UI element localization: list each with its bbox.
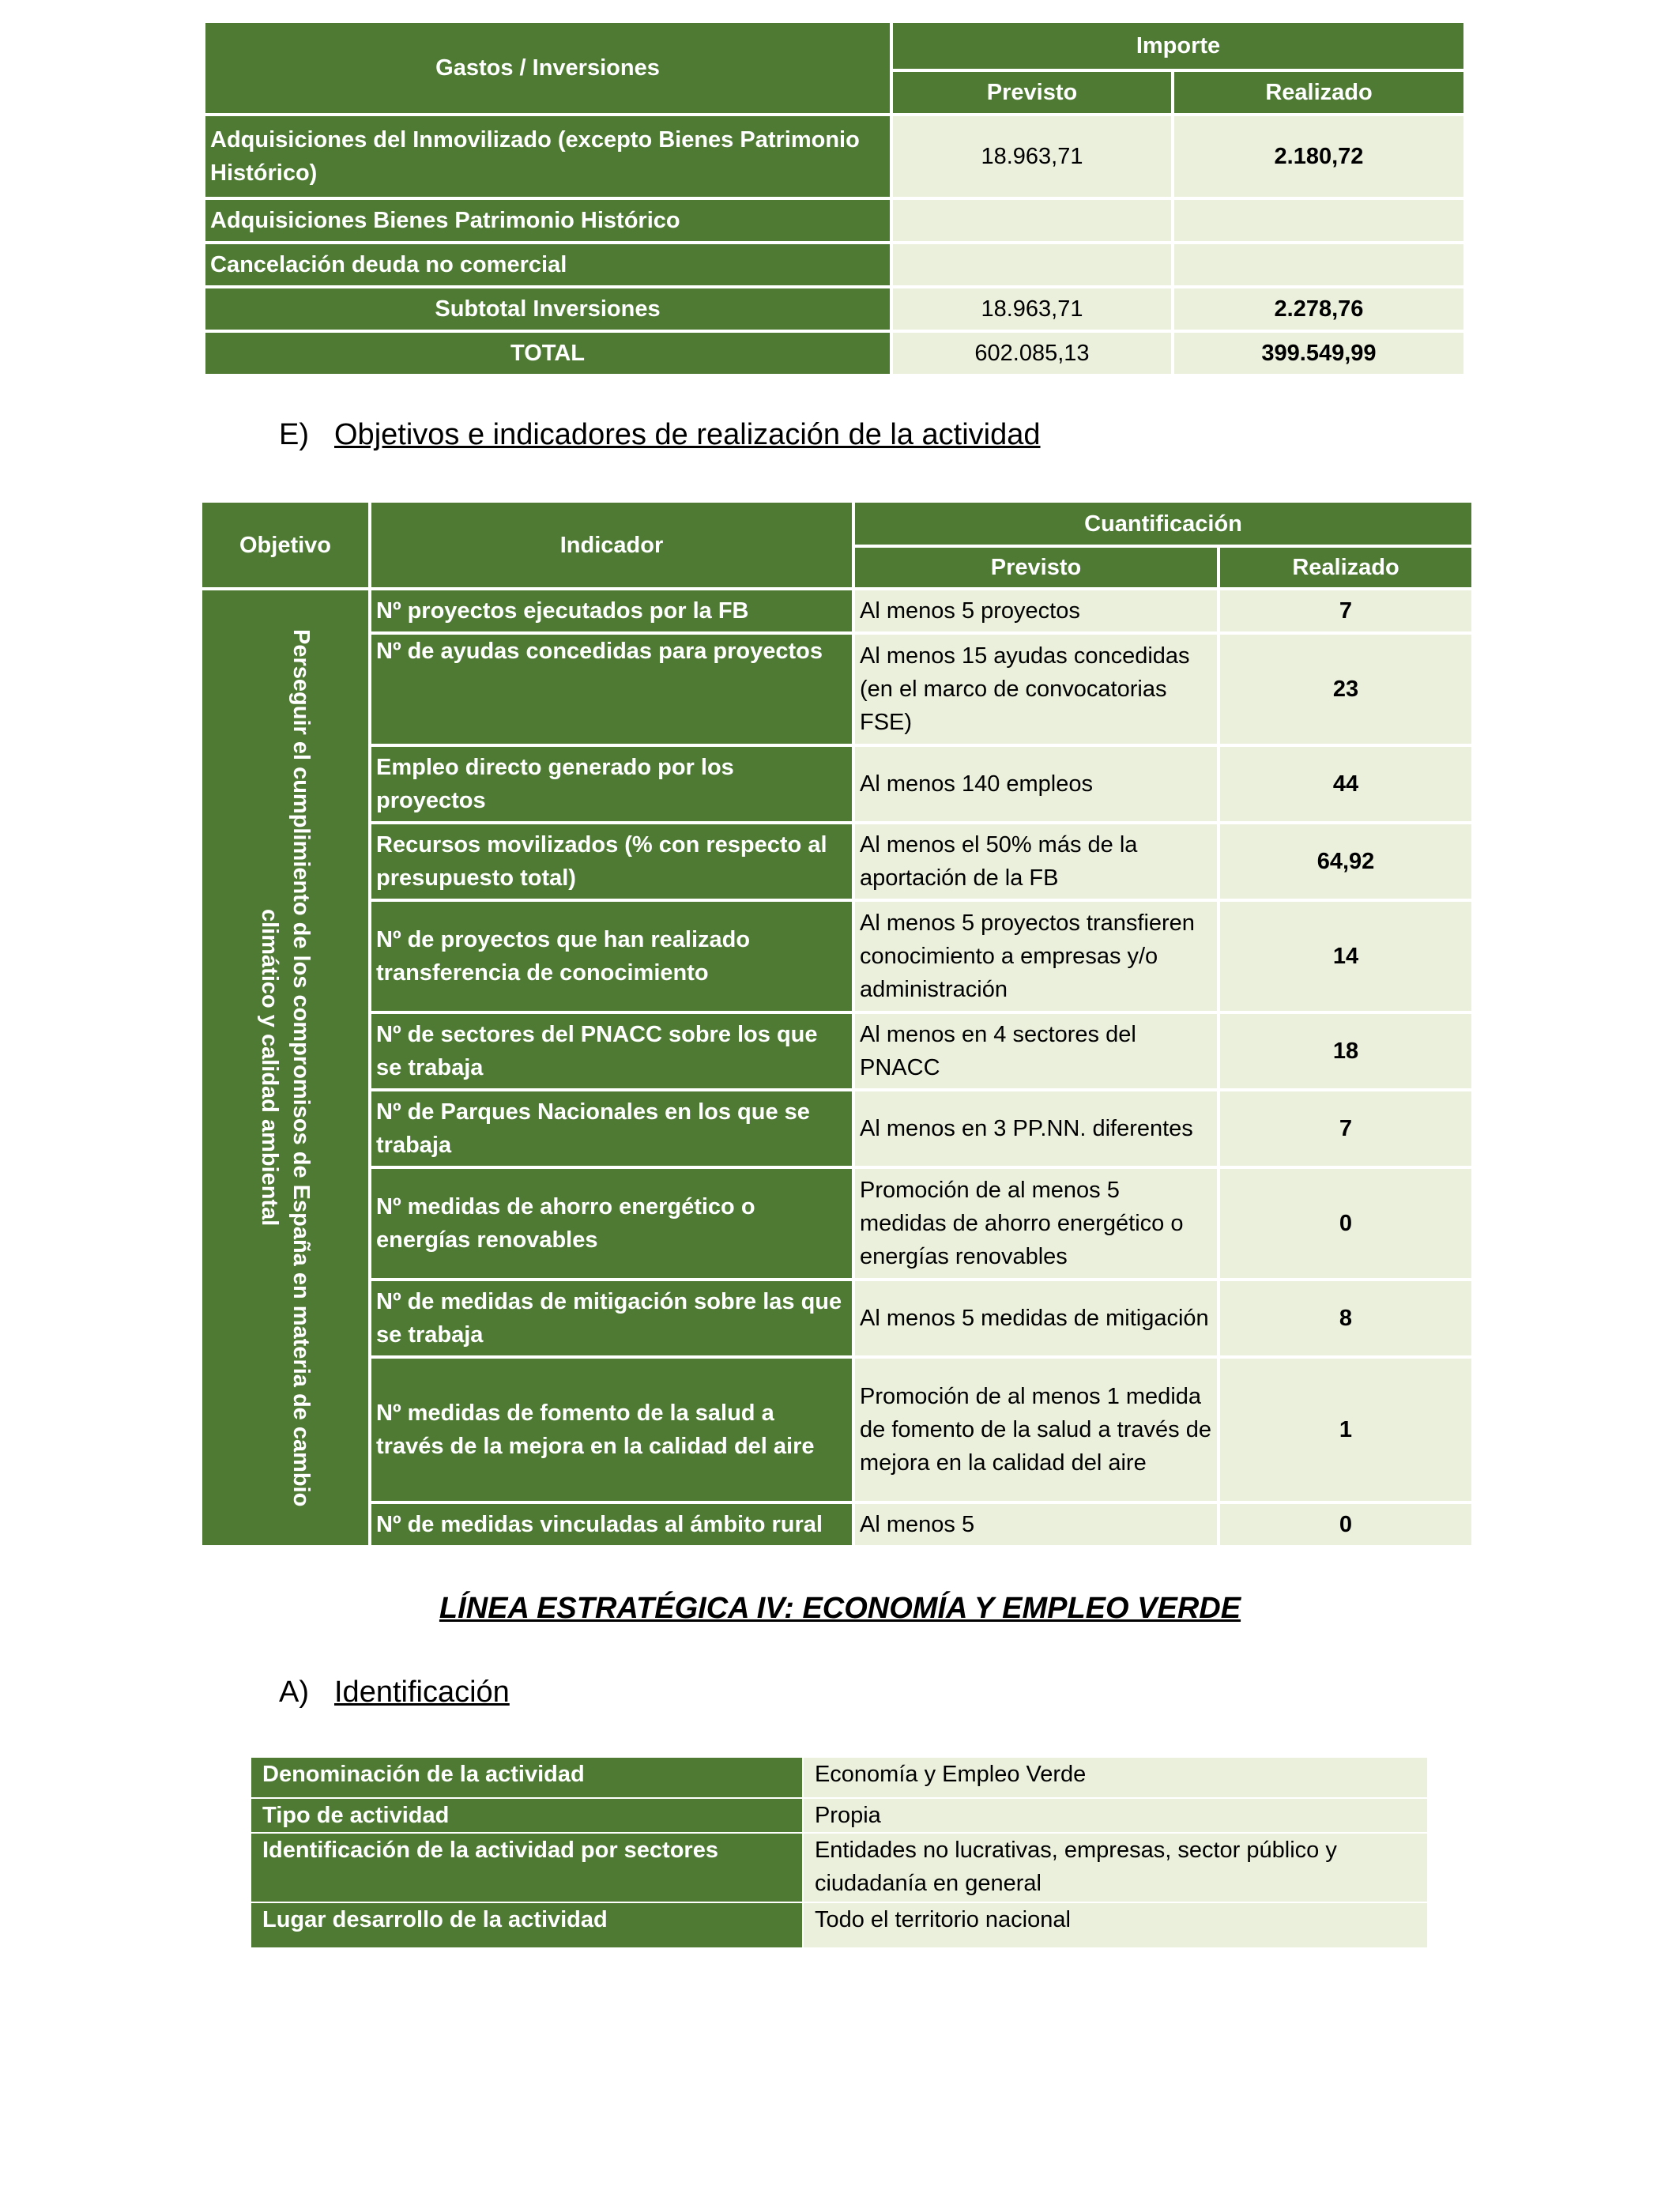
previsto-value: 18.963,71 xyxy=(893,116,1171,197)
header-cuantificacion: Cuantificación xyxy=(855,503,1471,545)
previsto-value: Al menos 140 empleos xyxy=(855,747,1217,821)
realizado-value: 1 xyxy=(1220,1359,1471,1501)
realizado-value: 399.549,99 xyxy=(1174,333,1463,374)
table-row xyxy=(251,1834,1427,1902)
realizado-value: 2.180,72 xyxy=(1174,116,1463,197)
realizado-value: 0 xyxy=(1220,1504,1471,1545)
realizado-value: 44 xyxy=(1220,747,1471,821)
header-indicador: Indicador xyxy=(371,503,852,587)
previsto-value xyxy=(893,244,1171,285)
row-label: Adquisiciones Bienes Patrimonio Histórico xyxy=(205,200,890,241)
section-a-heading xyxy=(279,1674,510,1710)
header-realizado: Realizado xyxy=(1174,72,1463,113)
realizado-value: 8 xyxy=(1220,1281,1471,1355)
previsto-value: Al menos en 4 sectores del PNACC xyxy=(855,1014,1217,1088)
previsto-value: Al menos 5 xyxy=(855,1504,1217,1545)
table-row xyxy=(205,116,1463,197)
realizado-value: 18 xyxy=(1220,1014,1471,1088)
field-label: Denominación de la actividad xyxy=(251,1758,802,1797)
realizado-value xyxy=(1174,244,1463,285)
header-gastos-inversiones: Gastos / Inversiones xyxy=(205,23,890,113)
previsto-value: Al menos en 3 PP.NN. diferentes xyxy=(855,1091,1217,1166)
previsto-value: 602.085,13 xyxy=(893,333,1171,374)
field-value: Todo el territorio nacional xyxy=(804,1903,1427,1947)
previsto-value xyxy=(893,200,1171,241)
header-previsto: Previsto xyxy=(893,72,1171,113)
previsto-value: Al menos 15 ayudas concedidas (en el marco de convocatorias FSE) xyxy=(855,635,1217,744)
table-row xyxy=(205,244,1463,285)
indicador: Nº proyectos ejecutados por la FB xyxy=(371,590,852,631)
indicador: Nº de sectores del PNACC sobre los que se trabaja xyxy=(371,1014,852,1088)
realizado-value: 64,92 xyxy=(1220,824,1471,899)
section-letter: A) xyxy=(279,1676,309,1709)
indicador: Nº de Parques Nacionales en los que se trabaja xyxy=(371,1091,852,1166)
realizado-value: 7 xyxy=(1220,1091,1471,1166)
indicador: Nº medidas de ahorro energético o energías renovables xyxy=(371,1169,852,1278)
field-value: Entidades no lucrativas, empresas, sector público y ciudadanía en general xyxy=(804,1834,1427,1902)
row-label: Cancelación deuda no comercial xyxy=(205,244,890,285)
indicador: Nº de proyectos que han realizado transferencia de conocimiento xyxy=(371,902,852,1011)
previsto-value: Promoción de al menos 5 medidas de ahorro energético o energías renovables xyxy=(855,1169,1217,1278)
table-row xyxy=(202,635,1471,744)
table-row xyxy=(202,1504,1471,1545)
objetivo-text: Perseguir el cumplimiento de los compromisos de España en materia de cambio climático y calidad ambiental xyxy=(257,628,314,1507)
previsto-value: Al menos 5 medidas de mitigación xyxy=(855,1281,1217,1355)
previsto-value: 18.963,71 xyxy=(893,288,1171,330)
subtotal-label: Subtotal Inversiones xyxy=(205,288,890,330)
table-row xyxy=(202,1091,1471,1166)
realizado-value: 0 xyxy=(1220,1169,1471,1278)
strategic-line-title: LÍNEA ESTRATÉGICA IV: ECONOMÍA Y EMPLEO VERDE xyxy=(439,1592,1241,1625)
header-previsto: Previsto xyxy=(855,548,1217,587)
indicador: Nº de medidas vinculadas al ámbito rural xyxy=(371,1504,852,1545)
identificacion-table xyxy=(250,1756,1429,1949)
previsto-value: Promoción de al menos 1 medida de fomento de la salud a través de mejora en la calidad del aire xyxy=(855,1359,1217,1501)
section-e-heading xyxy=(279,417,1041,453)
table-row xyxy=(202,747,1471,821)
field-label: Lugar desarrollo de la actividad xyxy=(251,1903,802,1947)
field-value: Propia xyxy=(804,1799,1427,1832)
realizado-value: 14 xyxy=(1220,902,1471,1011)
table-row xyxy=(202,1014,1471,1088)
table-row xyxy=(251,1758,1427,1797)
total-label: TOTAL xyxy=(205,333,890,374)
section-letter: E) xyxy=(279,418,309,451)
table-row xyxy=(202,590,1471,631)
realizado-value xyxy=(1174,200,1463,241)
field-value: Economía y Empleo Verde xyxy=(804,1758,1427,1797)
previsto-value: Al menos 5 proyectos xyxy=(855,590,1217,631)
realizado-value: 7 xyxy=(1220,590,1471,631)
previsto-value: Al menos 5 proyectos transfieren conocimiento a empresas y/o administración xyxy=(855,902,1217,1011)
table-row xyxy=(205,200,1463,241)
table-row xyxy=(205,333,1463,374)
table-row xyxy=(202,902,1471,1011)
table-row xyxy=(202,824,1471,899)
indicador: Nº de ayudas concedidas para proyectos xyxy=(371,635,852,744)
indicador: Empleo directo generado por los proyectos xyxy=(371,747,852,821)
indicador: Recursos movilizados (% con respecto al presupuesto total) xyxy=(371,824,852,899)
section-title: Objetivos e indicadores de realización de la actividad xyxy=(334,418,1041,451)
objetivos-indicadores-table xyxy=(199,499,1475,1548)
table-row xyxy=(202,1169,1471,1278)
indicador: Nº de medidas de mitigación sobre las que se trabaja xyxy=(371,1281,852,1355)
indicador: Nº medidas de fomento de la salud a través de la mejora en la calidad del aire xyxy=(371,1359,852,1501)
table-row xyxy=(251,1799,1427,1832)
header-objetivo: Objetivo xyxy=(202,503,368,587)
table-row xyxy=(202,1281,1471,1355)
realizado-value: 23 xyxy=(1220,635,1471,744)
header-realizado: Realizado xyxy=(1220,548,1471,587)
realizado-value: 2.278,76 xyxy=(1174,288,1463,330)
table-row xyxy=(202,1359,1471,1501)
table-row xyxy=(205,288,1463,330)
header-importe: Importe xyxy=(893,23,1463,69)
gastos-inversiones-table xyxy=(202,20,1467,377)
row-label: Adquisiciones del Inmovilizado (excepto Bienes Patrimonio Histórico) xyxy=(205,116,890,197)
section-title: Identificación xyxy=(334,1676,510,1709)
field-label: Tipo de actividad xyxy=(251,1799,802,1832)
table-row xyxy=(251,1903,1427,1947)
previsto-value: Al menos el 50% más de la aportación de la FB xyxy=(855,824,1217,899)
field-label: Identificación de la actividad por sectores xyxy=(251,1834,802,1902)
objetivo-cell xyxy=(202,590,368,1545)
